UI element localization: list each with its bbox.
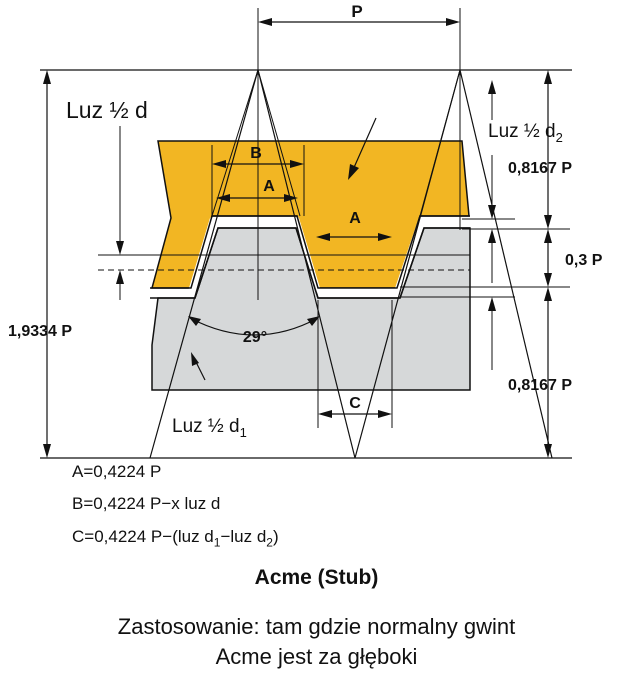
usage-line-2: Acme jest za głęboki <box>215 644 418 669</box>
label-A-lower: A <box>349 210 361 227</box>
formula-a: A=0,4224 P <box>72 462 162 481</box>
dim-total-height: 1,9334 P <box>8 323 73 340</box>
page-title: Acme (Stub) <box>254 566 379 589</box>
label-luz-d2: Luz ½ $d_2$ <box>488 121 563 145</box>
dim-lower-depth: 0,8167 P <box>508 377 573 394</box>
usage-note <box>0 612 633 672</box>
label-A-upper: A <box>263 178 275 195</box>
formula-b: B=0,4224 P−x luz d <box>72 494 221 513</box>
dim-middle: 0,3 P <box>565 252 603 269</box>
label-C: C <box>349 395 361 412</box>
label-luz-d1: Luz ½ $d_1$ <box>172 416 247 440</box>
label-luz-d: Luz ½ d <box>66 97 148 123</box>
formula-c: C=0,4224 P−(luz $d_1-luz$ $d_2$) <box>72 527 279 550</box>
dim-upper-depth: 0,8167 P <box>508 160 573 177</box>
dim-pitch-label: P <box>351 2 363 21</box>
label-B: B <box>250 145 262 162</box>
usage-line-1: Zastosowanie: tam gdzie normalny gwint <box>117 614 516 639</box>
dim-angle: 29° <box>242 329 268 346</box>
